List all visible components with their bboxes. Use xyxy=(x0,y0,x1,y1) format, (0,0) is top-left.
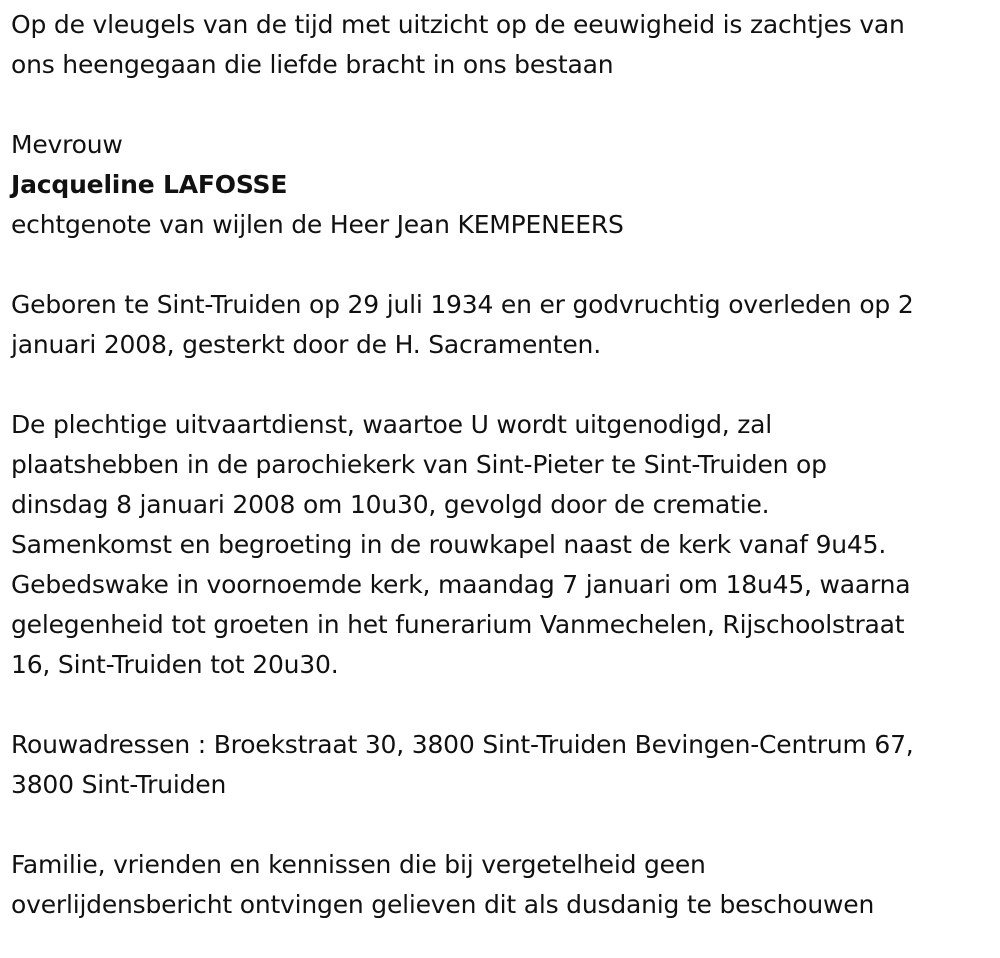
service-line-1: De plechtige uitvaartdienst, waartoe U wordt uitgenodigd, zal xyxy=(11,410,773,439)
spacer xyxy=(11,685,996,725)
addresses-line-1: Rouwadressen : Broekstraat 30, 3800 Sint-Truiden Bevingen-Centrum 67, xyxy=(11,730,914,759)
birth-death-paragraph xyxy=(11,285,996,365)
service-line-3: dinsdag 8 januari 2008 om 10u30, gevolgd door de crematie. xyxy=(11,490,770,519)
birth-death-line-2: januari 2008, gesterkt door de H. Sacramenten. xyxy=(11,330,601,359)
salutation: Mevrouw xyxy=(11,130,123,159)
obituary-text xyxy=(11,0,996,925)
intro-paragraph xyxy=(11,5,996,85)
service-line-5: Gebedswake in voornoemde kerk, maandag 7 januari om 18u45, waarna xyxy=(11,570,911,599)
addresses-line-2: 3800 Sint-Truiden xyxy=(11,770,227,799)
deceased-name: Jacqueline LAFOSSE xyxy=(11,170,288,199)
service-paragraph xyxy=(11,405,996,685)
service-line-6: gelegenheid tot groeten in het funerarium Vanmechelen, Rijschoolstraat xyxy=(11,610,905,639)
birth-death-line-1: Geboren te Sint-Truiden op 29 juli 1934 en er godvruchtig overleden op 2 xyxy=(11,290,914,319)
closing-paragraph xyxy=(11,845,996,925)
intro-line-1: Op de vleugels van de tijd met uitzicht op de eeuwigheid is zachtjes van xyxy=(11,10,905,39)
spacer xyxy=(11,245,996,285)
spacer xyxy=(11,365,996,405)
service-line-4: Samenkomst en begroeting in de rouwkapel naast de kerk vanaf 9u45. xyxy=(11,530,887,559)
service-line-2: plaatshebben in de parochiekerk van Sint-Pieter te Sint-Truiden op xyxy=(11,450,827,479)
spacer xyxy=(11,805,996,845)
spacer xyxy=(11,85,996,125)
person-block xyxy=(11,125,996,245)
spouse-line: echtgenote van wijlen de Heer Jean KEMPENEERS xyxy=(11,210,624,239)
intro-line-2: ons heengegaan die liefde bracht in ons bestaan xyxy=(11,50,614,79)
addresses-paragraph xyxy=(11,725,996,805)
closing-line-2: overlijdensbericht ontvingen gelieven dit als dusdanig te beschouwen xyxy=(11,890,875,919)
service-line-7: 16, Sint-Truiden tot 20u30. xyxy=(11,650,339,679)
closing-line-1: Familie, vrienden en kennissen die bij vergetelheid geen xyxy=(11,850,706,879)
